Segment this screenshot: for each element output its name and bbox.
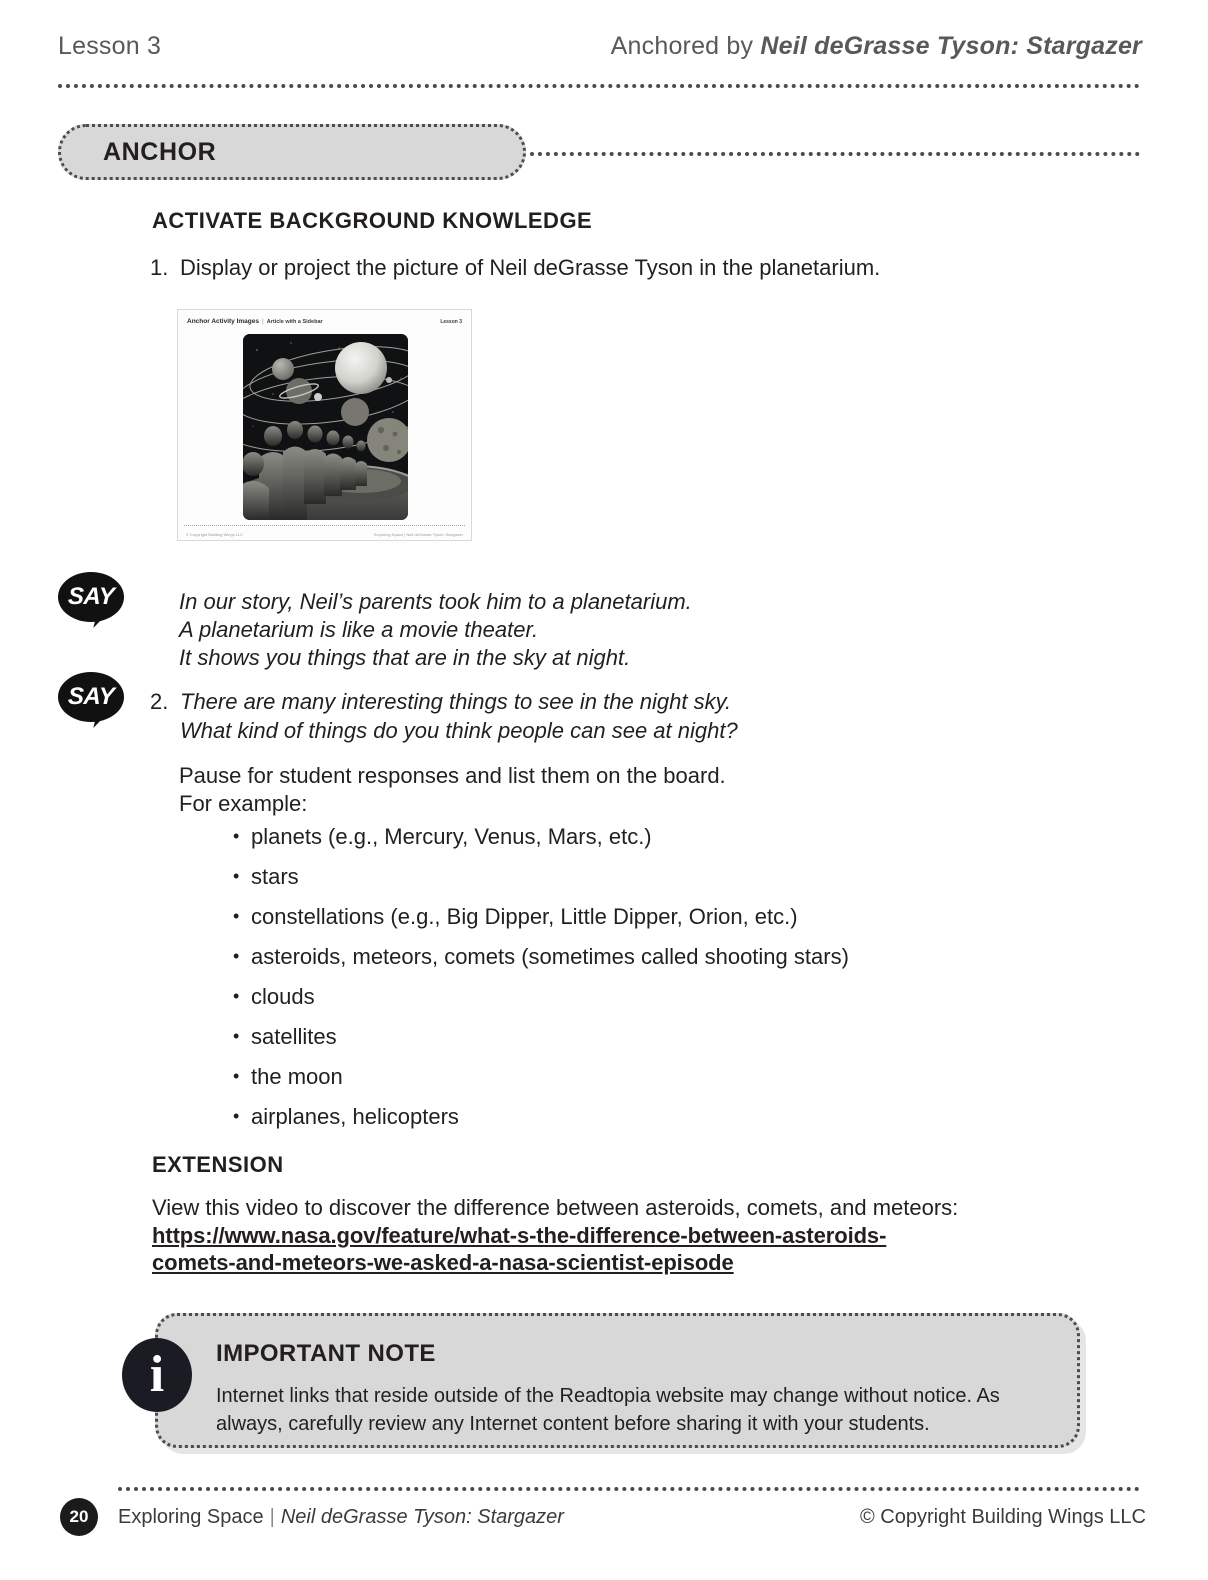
say-badge-2-bubble bbox=[58, 672, 124, 722]
thumbnail-footer bbox=[186, 532, 463, 537]
anchor-dotted-rule bbox=[530, 152, 1140, 156]
example-bullet-list bbox=[233, 824, 849, 1144]
say-badge-2-label: SAY bbox=[67, 683, 115, 710]
info-icon-glyph: i bbox=[149, 1346, 165, 1403]
list-item: • satellites bbox=[233, 1024, 849, 1050]
footer-dotted-rule bbox=[118, 1487, 1140, 1491]
say-badge-2 bbox=[58, 672, 132, 730]
thumbnail-lesson-tag: Lesson 3 bbox=[440, 319, 462, 325]
list-item: • stars bbox=[233, 864, 849, 890]
header-book-title: Neil deGrasse Tyson: Stargazer bbox=[760, 32, 1142, 60]
step-1-text: Display or project the picture of Neil deGrasse Tyson in the planetarium. bbox=[180, 255, 881, 280]
say-text-1-line-3: It shows you things that are in the sky at night. bbox=[179, 645, 631, 670]
list-item: • asteroids, meteors, comets (sometimes called shooting stars) bbox=[233, 944, 849, 970]
info-icon bbox=[122, 1338, 192, 1412]
list-item: • constellations (e.g., Big Dipper, Little Dipper, Orion, etc.) bbox=[233, 904, 849, 930]
thumbnail-title: Anchor Activity Images bbox=[187, 318, 260, 325]
header-dotted-rule bbox=[58, 84, 1140, 88]
pause-instruction-line-2: For example: bbox=[179, 791, 308, 816]
planetarium-illustration bbox=[243, 334, 408, 520]
step-2-text bbox=[180, 687, 738, 745]
header-lesson-label: Lesson 3 bbox=[58, 32, 162, 60]
footer-title: Neil deGrasse Tyson: Stargazer bbox=[280, 1506, 564, 1528]
extension-heading: EXTENSION bbox=[152, 1152, 284, 1177]
pause-instruction bbox=[179, 762, 939, 818]
anchor-section-pill bbox=[58, 124, 526, 180]
say-badge-1-bubble bbox=[58, 572, 124, 622]
footer-book-info bbox=[118, 1506, 564, 1529]
say-badge-1 bbox=[58, 572, 132, 630]
pause-instruction-line-1: Pause for student responses and list them on the board. bbox=[179, 763, 726, 788]
list-item: • planets (e.g., Mercury, Venus, Mars, etc.) bbox=[233, 824, 849, 850]
step-2-line-1: There are many interesting things to see in the night sky. bbox=[180, 689, 732, 714]
important-note-body: Internet links that reside outside of the Readtopia website may change without notice. As always, carefully review any Internet content before sharing it with your students. bbox=[216, 1385, 1000, 1435]
list-item: • the moon bbox=[233, 1064, 849, 1090]
thumbnail-title-separator: | bbox=[262, 318, 264, 325]
step-2-number: 2. bbox=[150, 689, 169, 714]
thumbnail-title-group bbox=[187, 318, 323, 325]
nasa-video-link[interactable]: https://www.nasa.gov/feature/what-s-the-difference-between-asteroids-comets-and-meteors-we-asked-a-nasa-scientist-episode bbox=[152, 1223, 887, 1275]
extension-body bbox=[152, 1194, 1032, 1276]
footer-copyright: © Copyright Building Wings LLC bbox=[860, 1506, 1146, 1528]
step-1-number: 1. bbox=[150, 255, 169, 280]
list-item: • clouds bbox=[233, 984, 849, 1010]
say-text-1-line-1: In our story, Neil’s parents took him to a planetarium. bbox=[179, 589, 692, 614]
step-1 bbox=[150, 253, 970, 282]
header-anchored-prefix: Anchored by bbox=[610, 32, 761, 60]
step-2 bbox=[150, 687, 970, 745]
thumbnail-header bbox=[187, 318, 462, 325]
page-number-badge: 20 bbox=[60, 1498, 98, 1536]
thumbnail-footer-rule bbox=[184, 525, 465, 526]
anchor-pill-label: ANCHOR bbox=[103, 137, 217, 166]
important-note-title: IMPORTANT NOTE bbox=[216, 1340, 436, 1367]
step-2-line-2: What kind of things do you think people can see at night? bbox=[180, 718, 738, 743]
thumbnail-footer-left: © Copyright Building Wings LLC bbox=[186, 532, 244, 537]
thumbnail-footer-right: Exploring Space | Neil deGrasse Tyson: Stargazer bbox=[373, 532, 463, 537]
activate-background-knowledge-heading: ACTIVATE BACKGROUND KNOWLEDGE bbox=[152, 208, 593, 233]
extension-intro-text: View this video to discover the difference between asteroids, comets, and meteors: bbox=[152, 1195, 959, 1220]
important-note-box bbox=[149, 1313, 1080, 1448]
page-header bbox=[58, 32, 1142, 61]
header-anchored-by bbox=[611, 32, 1142, 61]
say-text-1 bbox=[179, 588, 939, 672]
say-badge-1-label: SAY bbox=[67, 583, 115, 610]
list-item: • airplanes, helicopters bbox=[233, 1104, 849, 1130]
planetarium-illustration-svg bbox=[243, 334, 408, 520]
footer-book-name: Exploring Space bbox=[118, 1506, 264, 1528]
say-text-1-line-2: A planetarium is like a movie theater. bbox=[179, 617, 539, 642]
anchor-activity-image-thumbnail bbox=[177, 309, 472, 541]
footer-divider: | bbox=[269, 1506, 275, 1528]
thumbnail-subtitle: Article with a Sidebar bbox=[266, 319, 323, 325]
